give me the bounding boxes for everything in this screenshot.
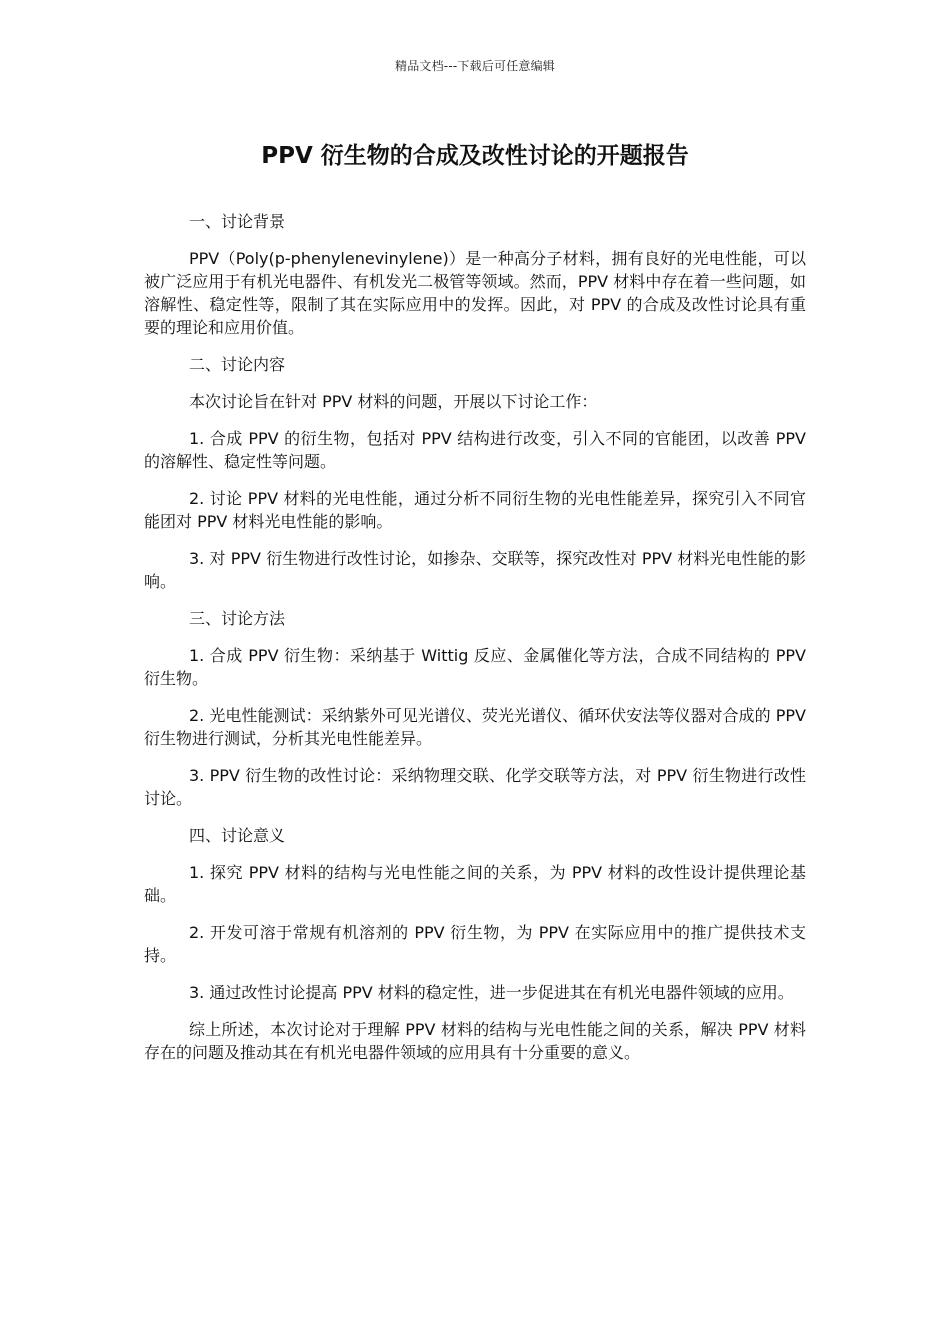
list-item: 1. 合成 PPV 衍生物：采纳基于 Wittig 反应、金属催化等方法，合成不同结构的 PPV 衍生物。	[144, 646, 806, 688]
list-item: 1. 合成 PPV 的衍生物，包括对 PPV 结构进行改变，引入不同的官能团，以改善 PPV 的溶解性、稳定性等问题。	[144, 429, 806, 471]
section-heading-content: 二、讨论内容	[189, 355, 286, 374]
section-heading-significance: 四、讨论意义	[189, 826, 286, 845]
list-item: 3. PPV 衍生物的改性讨论：采纳物理交联、化学交联等方法，对 PPV 衍生物进行改性讨论。	[144, 766, 806, 808]
document-body	[144, 210, 806, 1078]
list-item: 3. 通过改性讨论提高 PPV 材料的稳定性，进一步促进其在有机光电器件领域的应用。	[189, 983, 794, 1002]
section-heading-methods: 三、讨论方法	[189, 609, 286, 628]
header-watermark: 精品文档---下载后可任意编辑	[395, 59, 555, 73]
paragraph: 本次讨论旨在针对 PPV 材料的问题，开展以下讨论工作：	[189, 392, 598, 411]
list-item: 2. 开发可溶于常规有机溶剂的 PPV 衍生物，为 PPV 在实际应用中的推广提供技术支持。	[144, 923, 806, 965]
list-item: 3. 对 PPV 衍生物进行改性讨论，如掺杂、交联等，探究改性对 PPV 材料光电性能的影响。	[144, 549, 806, 591]
list-item: 1. 探究 PPV 材料的结构与光电性能之间的关系，为 PPV 材料的改性设计提供理论基础。	[144, 863, 806, 905]
paragraph: PPV（Poly(p-phenylenevinylene)）是一种高分子材料，拥有良好的光电性能，可以被广泛应用于有机光电器件、有机发光二极管等领域。然而，PPV 材料中存在着一些问题，如溶解性、稳定性等，限制了其在实际应用中的发挥。因此，对 PPV 的合成及改性讨论具有重要的理论和应用价值。	[144, 249, 806, 337]
section-heading-background: 一、讨论背景	[189, 212, 286, 231]
list-item: 2. 光电性能测试：采纳紫外可见光谱仪、荧光光谱仪、循环伏安法等仪器对合成的 PPV 衍生物进行测试，分析其光电性能差异。	[144, 706, 806, 748]
conclusion-paragraph: 综上所述，本次讨论对于理解 PPV 材料的结构与光电性能之间的关系，解决 PPV 材料存在的问题及推动其在有机光电器件领域的应用具有十分重要的意义。	[144, 1020, 806, 1062]
list-item: 2. 讨论 PPV 材料的光电性能，通过分析不同衍生物的光电性能差异，探究引入不同官能团对 PPV 材料光电性能的影响。	[144, 489, 806, 531]
document-title: PPV 衍生物的合成及改性讨论的开题报告	[261, 143, 689, 169]
